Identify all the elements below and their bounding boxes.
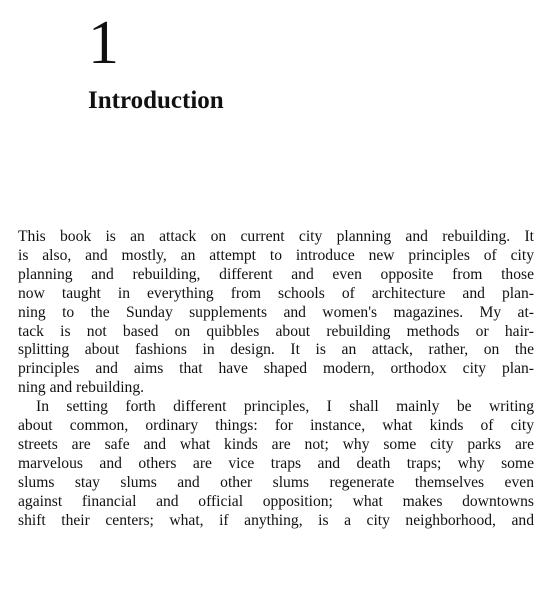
paragraph-line: about common, ordinary things: for instance, what kinds of city bbox=[18, 417, 534, 435]
paragraph-line: principles and aims that have shaped modern, orthodox city plan- bbox=[18, 360, 534, 378]
paragraph-line: splitting about fashions in design. It is an attack, rather, on the bbox=[18, 341, 534, 359]
paragraph-line: In setting forth different principles, I shall mainly be writing bbox=[36, 398, 534, 416]
paragraph-line: ning and rebuilding. bbox=[18, 379, 145, 397]
paragraph-2 bbox=[18, 398, 534, 530]
paragraph-line: tack is not based on quibbles about rebuilding methods or hair- bbox=[18, 322, 534, 340]
paragraph-line: against financial and official opposition; what makes downtowns bbox=[18, 492, 534, 510]
paragraph-line: planning and rebuilding, different and even opposite from those bbox=[18, 265, 534, 283]
chapter-title: Introduction bbox=[88, 87, 224, 114]
paragraph-line: This book is an attack on current city planning and rebuilding. It bbox=[18, 228, 534, 245]
paragraph-line: now taught in everything from schools of architecture and plan- bbox=[18, 284, 534, 302]
paragraph-line: marvelous and others are vice traps and death traps; why some bbox=[18, 454, 534, 472]
chapter-number: 1 bbox=[88, 9, 119, 77]
paragraph-1 bbox=[18, 228, 534, 398]
paragraph-line: streets are safe and what kinds are not; why some city parks are bbox=[18, 435, 534, 453]
paragraph-line: ning to the Sunday supplements and women's magazines. My at- bbox=[18, 303, 534, 321]
paragraph-line: slums stay slums and other slums regenerate themselves even bbox=[18, 473, 534, 491]
paragraph-line: is also, and mostly, an attempt to introduce new principles of city bbox=[18, 246, 534, 264]
paragraph-line: shift their centers; what, if anything, is a city neighborhood, and bbox=[18, 511, 534, 529]
body-text bbox=[18, 228, 534, 531]
